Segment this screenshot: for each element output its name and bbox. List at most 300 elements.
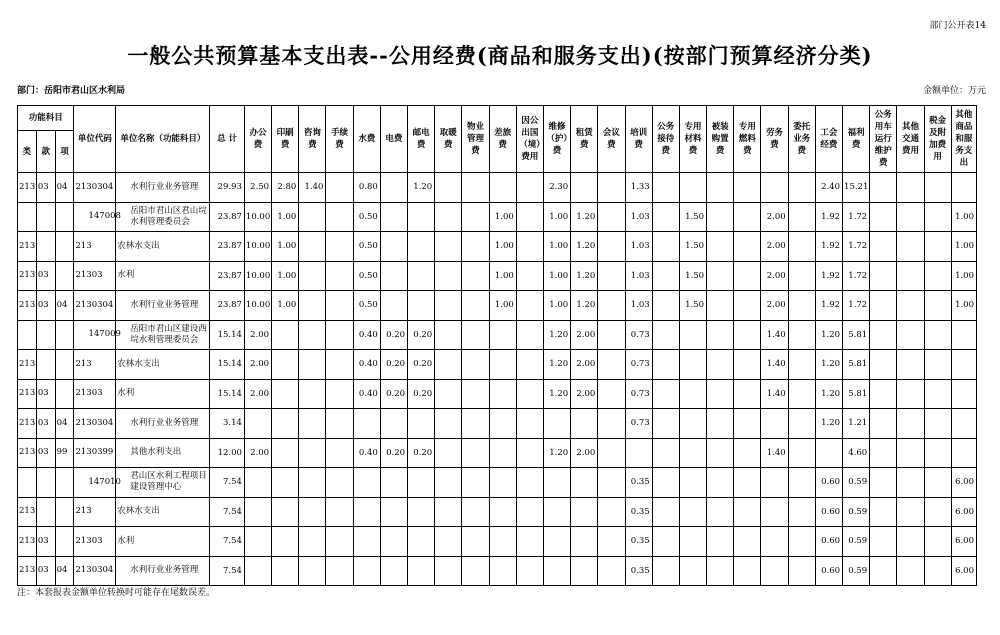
amount-cell: 2.00 (244, 350, 271, 380)
amount-cell: 1.03 (625, 232, 652, 262)
amount-cell (707, 409, 734, 439)
amount-cell: 1.20 (571, 291, 598, 321)
amount-cell (625, 438, 652, 468)
unit-code-cell: 2130304 (74, 291, 116, 321)
unit-name-cell: 其他水利支出 (116, 438, 210, 468)
amount-cell (516, 527, 543, 557)
amount-cell (598, 527, 625, 557)
amount-cell (924, 497, 951, 527)
amount-cell (598, 409, 625, 439)
expense-col-header: 电费 (380, 106, 407, 173)
amount-cell: 1.50 (679, 291, 706, 321)
amount-cell (326, 202, 353, 232)
amount-cell (353, 468, 380, 498)
amount-cell (543, 556, 570, 586)
expense-col-header: 水费 (353, 106, 380, 173)
amount-cell (272, 409, 299, 439)
amount-cell: 1.21 (843, 409, 870, 439)
amount-cell: 5.81 (843, 350, 870, 380)
amount-cell (734, 409, 761, 439)
unit-name-cell: 水利行业业务管理 (116, 409, 210, 439)
amount-cell (353, 527, 380, 557)
table-row (18, 527, 977, 557)
expense-col-header: 因公出国（境）费用 (516, 106, 543, 173)
expense-col-header: 租赁费 (571, 106, 598, 173)
amount-cell (571, 497, 598, 527)
amount-cell: 0.59 (843, 468, 870, 498)
xiang-cell (55, 468, 74, 498)
expense-col-header: 劳务费 (761, 106, 788, 173)
amount-cell: 1.20 (571, 232, 598, 262)
amount-cell: 1.92 (815, 232, 842, 262)
amount-cell (598, 438, 625, 468)
total-cell: 15.14 (210, 320, 245, 350)
amount-cell: 0.73 (625, 320, 652, 350)
amount-cell: 0.20 (408, 379, 435, 409)
amount-cell: 2.00 (571, 320, 598, 350)
amount-cell (272, 350, 299, 380)
amount-cell: 15.21 (843, 173, 870, 203)
amount-cell (870, 438, 897, 468)
amount-cell: 1.40 (299, 173, 326, 203)
amount-cell: 0.20 (380, 350, 407, 380)
kuan-cell (36, 202, 55, 232)
unit-code-cell: 213 (74, 232, 116, 262)
amount-cell (897, 438, 924, 468)
unit-code-cell: 21303 (74, 261, 116, 291)
total-cell: 3.14 (210, 409, 245, 439)
amount-cell (489, 556, 516, 586)
lei-cell: 213 (18, 261, 37, 291)
expense-col-header: 委托业务费 (788, 106, 815, 173)
amount-cell: 1.40 (761, 320, 788, 350)
amount-cell (924, 379, 951, 409)
page-title: 一般公共预算基本支出表--公用经费(商品和服务支出)(按部门预算经济分类) (127, 43, 873, 68)
amount-cell (734, 320, 761, 350)
kuan-cell: 03 (36, 556, 55, 586)
amount-cell: 2.50 (244, 173, 271, 203)
amount-cell (734, 232, 761, 262)
expense-col-header: 工会经费 (815, 106, 842, 173)
amount-cell (489, 438, 516, 468)
amount-cell (435, 232, 462, 262)
amount-cell (299, 556, 326, 586)
expense-col-header: 维修（护）费 (543, 106, 570, 173)
budget-table (17, 105, 977, 586)
amount-cell: 1.00 (543, 232, 570, 262)
amount-cell (652, 261, 679, 291)
total-header: 总 计 (210, 106, 245, 173)
amount-cell (734, 497, 761, 527)
amount-cell (679, 379, 706, 409)
amount-cell: 0.73 (625, 350, 652, 380)
amount-cell (462, 291, 489, 321)
amount-cell (679, 350, 706, 380)
total-cell: 15.14 (210, 379, 245, 409)
expense-col-header: 专用燃料费 (734, 106, 761, 173)
amount-cell: 0.35 (625, 527, 652, 557)
amount-cell (543, 527, 570, 557)
amount-cell (326, 320, 353, 350)
amount-cell (462, 232, 489, 262)
amount-cell (489, 409, 516, 439)
amount-cell (489, 527, 516, 557)
amount-cell (870, 379, 897, 409)
amount-cell: 1.00 (489, 202, 516, 232)
total-cell: 23.87 (210, 261, 245, 291)
xiang-cell (55, 261, 74, 291)
kuan-cell (36, 497, 55, 527)
table-row (18, 232, 977, 262)
amount-cell: 2.00 (244, 320, 271, 350)
amount-cell (679, 173, 706, 203)
amount-cell (516, 497, 543, 527)
unit-code-cell: 147008 (74, 202, 116, 232)
amount-cell: 2.80 (272, 173, 299, 203)
amount-cell (435, 379, 462, 409)
amount-cell (326, 468, 353, 498)
amount-cell: 1.00 (543, 261, 570, 291)
amount-cell (543, 468, 570, 498)
amount-cell (571, 527, 598, 557)
amount-cell: 6.00 (951, 527, 976, 557)
amount-cell (788, 556, 815, 586)
amount-cell (326, 350, 353, 380)
amount-cell (299, 497, 326, 527)
lei-cell (18, 468, 37, 498)
amount-cell (380, 291, 407, 321)
amount-cell (462, 379, 489, 409)
amount-cell (462, 556, 489, 586)
amount-cell (652, 556, 679, 586)
amount-cell (435, 261, 462, 291)
amount-cell (598, 261, 625, 291)
unit-code-cell: 2130304 (74, 173, 116, 203)
amount-cell (489, 320, 516, 350)
total-cell: 23.87 (210, 291, 245, 321)
amount-cell (516, 438, 543, 468)
table-row (18, 379, 977, 409)
total-cell: 7.54 (210, 468, 245, 498)
amount-cell (897, 291, 924, 321)
amount-cell (435, 556, 462, 586)
amount-cell (435, 320, 462, 350)
amount-cell (598, 291, 625, 321)
amount-cell (870, 261, 897, 291)
amount-cell (788, 438, 815, 468)
unit-name-cell: 水利 (116, 261, 210, 291)
amount-cell (272, 379, 299, 409)
amount-cell (380, 409, 407, 439)
amount-cell (951, 173, 976, 203)
xiang-cell: 04 (55, 173, 74, 203)
table-number-label: 部门公开表14 (929, 21, 986, 31)
amount-cell: 0.50 (353, 202, 380, 232)
amount-cell (734, 202, 761, 232)
amount-cell (788, 409, 815, 439)
amount-cell: 2.00 (571, 379, 598, 409)
amount-cell (924, 468, 951, 498)
amount-cell: 2.00 (761, 202, 788, 232)
amount-cell (489, 379, 516, 409)
amount-cell: 1.20 (815, 409, 842, 439)
xiang-cell: 04 (55, 556, 74, 586)
table-row (18, 497, 977, 527)
amount-cell: 1.72 (843, 261, 870, 291)
amount-cell (707, 350, 734, 380)
amount-cell: 2.00 (761, 232, 788, 262)
amount-cell (272, 527, 299, 557)
amount-cell (380, 468, 407, 498)
lei-cell: 213 (18, 232, 37, 262)
amount-cell: 0.40 (353, 379, 380, 409)
amount-cell (870, 468, 897, 498)
unit-name-cell: 农林水支出 (116, 232, 210, 262)
xiang-cell (55, 350, 74, 380)
amount-cell (734, 527, 761, 557)
amount-cell: 1.00 (951, 291, 976, 321)
unit-code-header: 单位代码 (74, 106, 116, 173)
total-cell: 23.87 (210, 232, 245, 262)
amount-cell: 1.00 (543, 291, 570, 321)
amount-cell (462, 468, 489, 498)
amount-cell (761, 556, 788, 586)
amount-cell (598, 173, 625, 203)
amount-cell (951, 320, 976, 350)
amount-cell (299, 438, 326, 468)
xiang-cell: 99 (55, 438, 74, 468)
amount-cell (924, 320, 951, 350)
amount-cell: 1.72 (843, 202, 870, 232)
table-row (18, 202, 977, 232)
kuan-cell: 03 (36, 261, 55, 291)
amount-cell (272, 320, 299, 350)
expense-col-header: 税金及附加费用 (924, 106, 951, 173)
amount-cell: 1.00 (272, 202, 299, 232)
amount-cell: 1.20 (543, 350, 570, 380)
unit-code-cell: 147010 (74, 468, 116, 498)
amount-cell (897, 232, 924, 262)
amount-cell (788, 379, 815, 409)
amount-cell (870, 556, 897, 586)
table-row (18, 320, 977, 350)
amount-cell (462, 497, 489, 527)
amount-cell (516, 350, 543, 380)
amount-cell (435, 409, 462, 439)
amount-cell: 0.73 (625, 379, 652, 409)
amount-cell (924, 409, 951, 439)
amount-cell: 0.60 (815, 527, 842, 557)
func-subject-header: 功能科目 (18, 106, 74, 131)
amount-cell (516, 409, 543, 439)
amount-cell (924, 291, 951, 321)
amount-cell: 1.20 (408, 173, 435, 203)
unit-name-cell: 农林水支出 (116, 350, 210, 380)
amount-cell (299, 350, 326, 380)
amount-cell (707, 497, 734, 527)
amount-cell (652, 497, 679, 527)
amount-cell (326, 527, 353, 557)
amount-cell (326, 556, 353, 586)
amount-cell (516, 291, 543, 321)
expense-col-header: 取暖费 (435, 106, 462, 173)
amount-cell (299, 261, 326, 291)
table-row (18, 350, 977, 380)
amount-cell (707, 527, 734, 557)
amount-cell (326, 409, 353, 439)
amount-cell: 1.20 (543, 438, 570, 468)
expense-col-header: 印刷费 (272, 106, 299, 173)
amount-cell: 0.20 (408, 438, 435, 468)
amount-cell (870, 291, 897, 321)
amount-cell: 1.20 (815, 379, 842, 409)
amount-cell (299, 320, 326, 350)
amount-cell: 1.72 (843, 291, 870, 321)
lei-cell: 213 (18, 409, 37, 439)
amount-cell (272, 497, 299, 527)
amount-cell (408, 232, 435, 262)
amount-cell (571, 468, 598, 498)
amount-cell (734, 261, 761, 291)
amount-cell (924, 527, 951, 557)
xiang-cell (55, 202, 74, 232)
amount-cell: 0.20 (408, 350, 435, 380)
amount-cell (408, 497, 435, 527)
amount-cell: 6.00 (951, 468, 976, 498)
amount-cell (353, 497, 380, 527)
amount-cell: 5.81 (843, 320, 870, 350)
amount-cell (516, 379, 543, 409)
amount-cell (380, 261, 407, 291)
amount-cell (326, 497, 353, 527)
expense-col-header: 专用材料费 (679, 106, 706, 173)
amount-cell (897, 350, 924, 380)
amount-cell (652, 291, 679, 321)
amount-cell: 1.20 (815, 350, 842, 380)
unit-code-cell: 213 (74, 497, 116, 527)
amount-cell (462, 409, 489, 439)
amount-cell (707, 556, 734, 586)
amount-cell (652, 232, 679, 262)
amount-cell (761, 409, 788, 439)
amount-cell (244, 468, 271, 498)
amount-cell: 1.20 (815, 320, 842, 350)
amount-cell: 1.50 (679, 202, 706, 232)
expense-col-header: 其他交通费用 (897, 106, 924, 173)
amount-cell (815, 438, 842, 468)
amount-cell (951, 379, 976, 409)
amount-cell: 1.00 (951, 232, 976, 262)
table-row (18, 173, 977, 203)
total-cell: 12.00 (210, 438, 245, 468)
amount-cell (489, 497, 516, 527)
amount-cell (353, 409, 380, 439)
amount-cell: 1.20 (571, 261, 598, 291)
amount-cell (870, 232, 897, 262)
amount-cell (734, 350, 761, 380)
amount-cell (897, 173, 924, 203)
amount-cell (408, 291, 435, 321)
amount-cell (788, 291, 815, 321)
total-cell: 7.54 (210, 527, 245, 557)
amount-cell (897, 409, 924, 439)
amount-cell (788, 468, 815, 498)
amount-cell: 1.00 (489, 291, 516, 321)
amount-cell (435, 202, 462, 232)
amount-cell (272, 556, 299, 586)
amount-cell: 2.00 (761, 261, 788, 291)
amount-cell (598, 497, 625, 527)
kuan-cell: 03 (36, 438, 55, 468)
amount-cell (326, 261, 353, 291)
amount-cell (761, 468, 788, 498)
xiang-cell (55, 527, 74, 557)
amount-cell (870, 527, 897, 557)
amount-cell (679, 409, 706, 439)
amount-cell (462, 173, 489, 203)
xiang-cell: 04 (55, 409, 74, 439)
amount-cell (897, 556, 924, 586)
amount-cell: 6.00 (951, 556, 976, 586)
amount-cell (571, 556, 598, 586)
amount-cell: 1.92 (815, 291, 842, 321)
amount-cell (516, 202, 543, 232)
unit-name-cell: 农林水支出 (116, 497, 210, 527)
expense-col-header: 其他商品和服务支出 (951, 106, 976, 173)
amount-cell: 0.50 (353, 232, 380, 262)
unit-code-cell: 2130304 (74, 409, 116, 439)
amount-cell (924, 350, 951, 380)
amount-cell (435, 350, 462, 380)
expense-col-header: 公务接待费 (652, 106, 679, 173)
lei-cell: 213 (18, 497, 37, 527)
amount-cell: 0.20 (380, 379, 407, 409)
amount-cell (652, 409, 679, 439)
amount-cell: 1.40 (761, 379, 788, 409)
amount-cell (707, 173, 734, 203)
kuan-cell: 03 (36, 379, 55, 409)
amount-cell (516, 468, 543, 498)
xiang-cell (55, 379, 74, 409)
amount-cell: 0.20 (408, 320, 435, 350)
unit-name-cell: 岳阳市君山区建设西垸水利管理委员会 (116, 320, 210, 350)
amount-cell (489, 468, 516, 498)
kuan-cell: 03 (36, 173, 55, 203)
amount-cell (272, 468, 299, 498)
amount-cell (652, 379, 679, 409)
amount-cell (462, 320, 489, 350)
unit-code-cell: 21303 (74, 379, 116, 409)
amount-cell: 1.33 (625, 173, 652, 203)
amount-cell (788, 173, 815, 203)
amount-cell: 0.60 (815, 556, 842, 586)
amount-cell (707, 232, 734, 262)
amount-cell (435, 291, 462, 321)
amount-cell: 0.20 (380, 438, 407, 468)
amount-cell (326, 232, 353, 262)
amount-cell: 1.00 (543, 202, 570, 232)
lei-cell: 213 (18, 379, 37, 409)
table-row (18, 261, 977, 291)
amount-cell: 0.40 (353, 350, 380, 380)
amount-cell: 2.00 (244, 438, 271, 468)
amount-cell (924, 232, 951, 262)
table-row (18, 468, 977, 498)
amount-cell (435, 527, 462, 557)
amount-cell: 0.60 (815, 468, 842, 498)
amount-cell (380, 556, 407, 586)
amount-cell (924, 202, 951, 232)
